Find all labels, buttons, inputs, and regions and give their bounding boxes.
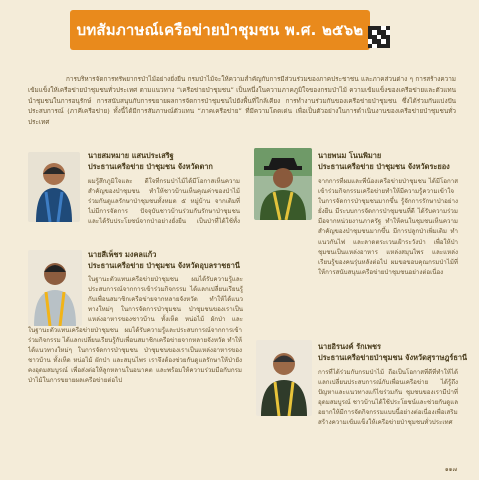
intro-paragraph: การบริหารจัดการทรัพยากรป่าไม้อย่างยั่งยืน กรมป่าไม้จะให้ความสำคัญกับการมีส่วนร่วมของภาคประชาชน และภาคส่วนต่าง ๆ การสร้างความเข้มแข็งให้เครือข่ายป่าชุมชนทั่วประเทศ ตามแนวทาง “เครือข่ายป่าชุมชน” เป็นหนึ่งในความภาคภูมิใจของกรมป่าไม้ ความเข้มแข็งของเครือข่ายและตัวแทนนำชุมชนในการอนุรักษ์ การสนับสนุนกับการขยายผลการจัดการป่าชุมชนไปยังพื้นที่ใกล้เคียง การทำงานร่วมกันของเครือข่ายป่าชุมชน ซึ่งได้ร่วมกันแบ่งปันประสบการณ์ (ภาคีเครือข่าย) ทั้งนี้ได้มีการสัมภาษณ์ตัวแทน “ภาคเครือข่าย” ที่มีความโดดเด่น เพื่อเป็นตัวอย่างในการดำเนินงานของเครือข่ายป่าชุมชนทั่วประเทศ [28, 75, 456, 126]
person-interview: การที่ได้ร่วมกับกรมป่าไม้ ถือเป็นโอกาสที่ดีที่ทำให้ได้แลกเปลี่ยนประสบการณ์กับเพื่อนเครือข่าย ได้รู้ถึงปัญหาและแนวทางแก้ไขร่วมกัน ชุมชนของเรามีป่าที่อุดมสมบูรณ์ ชาวบ้านได้ใช้ประโยชน์และช่วยกันดูแล อยากให้มีการจัดกิจกรรมแบบนี้อย่างต่อเนื่องเพื่อเสริมสร้างความเข้มแข็งให้เครือข่ายป่าชุมชนทั่วประเทศ [318, 369, 458, 427]
title-banner [70, 10, 370, 50]
portrait-photo [28, 152, 80, 222]
person-interview-continued: ในฐานะตัวแทนเครือข่ายป่าชุมชน ผมได้รับความรู้และประสบการณ์จากการเข้าร่วมกิจกรรม ได้แลกเปลี่ยนเรียนรู้กับเพื่อนสมาชิกเครือข่ายจากหลายจังหวัด ทำให้ได้แนวทางใหม่ๆ ในการจัดการป่าชุมชน ป่าชุมชนของเราเป็นแหล่งอาหารของชาวบ้าน ทั้งเห็ด หน่อไม้ ผักป่า และสมุนไพร เราจึงต้องช่วยกันดูแลรักษาให้ป่ายังคงอุดมสมบูรณ์ เพื่อส่งต่อให้ลูกหลานในอนาคต และพร้อมให้ความร่วมมือกับกรมป่าไม้ในการขยายผลเครือข่ายต่อไป [28, 327, 242, 385]
person-interview: ในฐานะตัวแทนเครือข่ายป่าชุมชน ผมได้รับความรู้และประสบการณ์จากการเข้าร่วมกิจกรรม ได้แลกเปลี่ยนเรียนรู้กับเพื่อนสมาชิกเครือข่ายจากหลายจังหวัด ทำให้ได้แนวทางใหม่ๆ ในการจัดการป่าชุมชน ป่าชุมชนของเราเป็นแหล่งอาหารของชาวบ้าน ทั้งเห็ด หน่อไม้ ผักป่า และ [88, 276, 243, 324]
person-name: นายอิรนงค์ รักเพชร ประธานเครือข่ายป่าชุมชน จังหวัดสุราษฎร์ธานี [318, 342, 468, 362]
person-name: นายสมหมาย แสนประเสริฐ ประธานเครือข่าย ป่าชุมชน จังหวัดตาก [88, 151, 213, 171]
person-name: นายสีเพ็ชร มงคลแก้ว ประธานเครือข่าย ป่าชุมชน จังหวัดอุบลราชธานี [88, 250, 240, 270]
person-name: นายพนม โนนพิมาย ประธานเครือข่าย ป่าชุมชน จังหวัดระยอง [318, 151, 450, 171]
person-interview: ผมรู้สึกภูมิใจและ ดีใจที่กรมป่าไม้ได้มีโอกาสเห็นความสำคัญของป่าชุมชน ทำให้ชาวบ้านเห็นคุณค่าของป่าไม้ ร่วมกันดูแลรักษาป่าชุมชนทั้งหมด ๕ หมู่บ้าน จากเดิมที่ไม่มีการจัดการ ปัจจุบันชาวบ้านร่วมกันรักษาป่าชุมชนและได้รับประโยชน์จากป่าอย่างยั่งยืน เป็นป่าที่ได้ใช้ทั้ง [88, 178, 240, 226]
portrait-photo [28, 250, 82, 326]
page-header [0, 0, 479, 66]
page-title: บทสัมภาษณ์เครือข่ายป่าชุมชน พ.ศ. ๒๕๖๒ [76, 21, 364, 39]
page-number: ๑๑๗ [444, 466, 457, 473]
portrait-photo [254, 148, 312, 220]
qr-code-icon [368, 26, 390, 48]
person-interview: จากการที่ผมและพี่น้องเครือข่ายป่าชุมชน ได้มีโอกาสเข้าร่วมกิจกรรมเครือข่ายทำให้มีความรู้ความเข้าใจในการจัดการป่าชุมชนมากขึ้น รู้จักการรักษาป่าอย่างยั่งยืน มีระบบการจัดการป่าชุมชนที่ดี ได้รับความร่วมมือจากหน่วยงานภาครัฐ ทำให้คนในชุมชนเห็นความสำคัญของป่าชุมชนมากขึ้น มีการปลูกป่าเพิ่มเติม ทำแนวกันไฟ และลาดตระเวนเฝ้าระวังป่า เพื่อให้ป่าชุมชนเป็นแหล่งอาหาร แหล่งสมุนไพร และแหล่งเรียนรู้ของคนรุ่นหลังต่อไป ผมขอขอบคุณกรมป่าไม้ที่ให้การสนับสนุนเครือข่ายป่าชุมชนอย่างต่อเนื่อง [318, 178, 458, 276]
portrait-photo [256, 340, 312, 416]
